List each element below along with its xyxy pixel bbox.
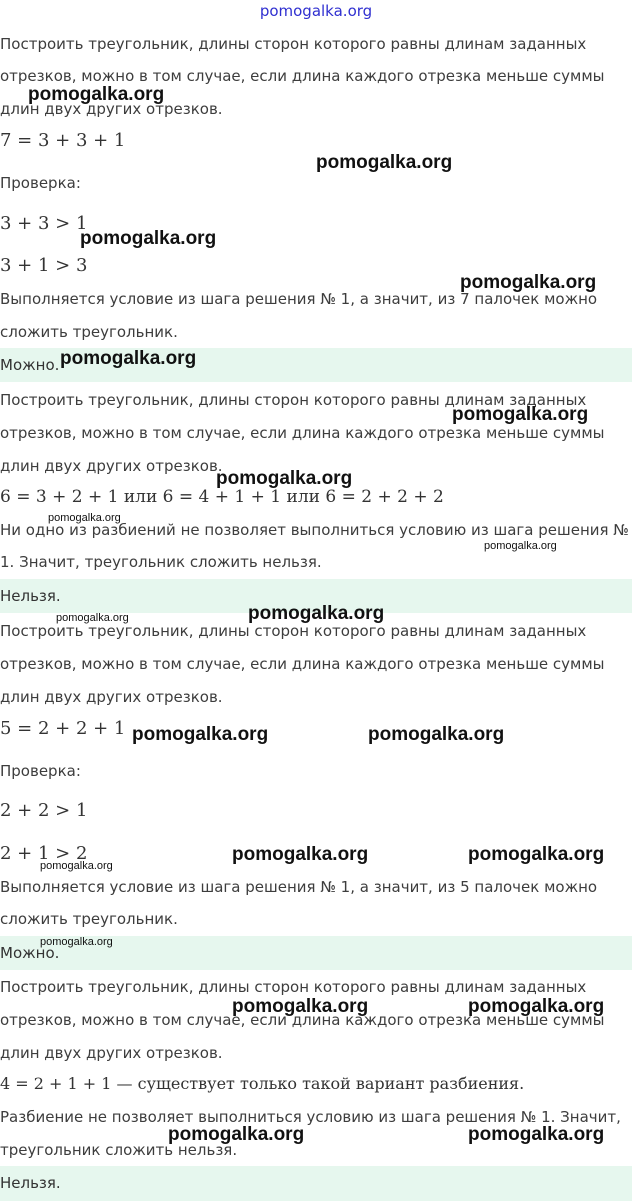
answer-text: Можно.: [0, 356, 60, 374]
watermark: pomogalka.org: [216, 468, 353, 489]
rule-line-2: отрезков, можно в том случае, если длина каждого отрезка меньше суммы: [0, 67, 605, 85]
rule-line-2: отрезков, можно в том случае, если длина каждого отрезка меньше суммы: [0, 424, 605, 442]
watermark: pomogalka.org: [248, 603, 385, 624]
check-2: 2 + 1 > 2: [0, 843, 88, 864]
watermark: pomogalka.org: [232, 844, 369, 865]
answer-box: [0, 1166, 632, 1201]
rule-line-3: длин двух других отрезков.: [0, 100, 223, 118]
watermark: pomogalka.org: [168, 1124, 305, 1145]
watermark: pomogalka.org: [368, 724, 505, 745]
rule-line-1: Построить треугольник, длины сторон которого равны длинам заданных: [0, 622, 587, 640]
conclusion-line-1: Разбиение не позволяет выполниться условию из шага решения № 1. Значит,: [0, 1108, 621, 1126]
watermark: pomogalka.org: [48, 512, 121, 524]
conclusion-line-1: Выполняется условие из шага решения № 1, а значит, из 5 палочек можно: [0, 878, 598, 896]
conclusion-line-2: треугольник сложить нельзя.: [0, 1141, 238, 1159]
watermark: pomogalka.org: [460, 272, 597, 293]
watermark: pomogalka.org: [132, 724, 269, 745]
site-header[interactable]: pomogalka.org: [259, 2, 373, 20]
check-1: 3 + 3 > 1: [0, 213, 88, 234]
check-label: Проверка:: [0, 762, 81, 780]
conclusion-line-1: Выполняется условие из шага решения № 1, а значит, из 7 палочек можно: [0, 290, 598, 308]
rule-line-1: Построить треугольник, длины сторон которого равны длинам заданных: [0, 35, 587, 53]
watermark: pomogalka.org: [468, 844, 605, 865]
watermark: pomogalka.org: [40, 936, 113, 948]
answer-text: Нельзя.: [0, 587, 61, 605]
rule-line-1: Построить треугольник, длины сторон которого равны длинам заданных: [0, 391, 587, 409]
watermark: pomogalka.org: [484, 540, 557, 552]
check-2: 3 + 1 > 3: [0, 255, 88, 276]
watermark: pomogalka.org: [232, 996, 369, 1017]
watermark: pomogalka.org: [80, 228, 217, 249]
check-label: Проверка:: [0, 174, 81, 192]
conclusion-line-2: сложить треугольник.: [0, 323, 178, 341]
conclusion-line-2: 1. Значит, треугольник сложить нельзя.: [0, 553, 322, 571]
rule-line-3: длин двух других отрезков.: [0, 688, 223, 706]
rule-line-3: длин двух других отрезков.: [0, 457, 223, 475]
watermark: pomogalka.org: [60, 348, 197, 369]
rule-line-1: Построить треугольник, длины сторон которого равны длинам заданных: [0, 978, 587, 996]
watermark: pomogalka.org: [468, 1124, 605, 1145]
watermark: pomogalka.org: [468, 996, 605, 1017]
equation: 5 = 2 + 2 + 1: [0, 718, 126, 739]
conclusion-line-1: Ни одно из разбиений не позволяет выполниться условию из шага решения №: [0, 521, 629, 539]
rule-line-3: длин двух других отрезков.: [0, 1044, 223, 1062]
equation: 7 = 3 + 3 + 1: [0, 130, 126, 151]
watermark: pomogalka.org: [40, 860, 113, 872]
conclusion-line-2: сложить треугольник.: [0, 910, 178, 928]
watermark: pomogalka.org: [56, 612, 129, 624]
rule-line-2: отрезков, можно в том случае, если длина каждого отрезка меньше суммы: [0, 1011, 605, 1029]
rule-line-2: отрезков, можно в том случае, если длина каждого отрезка меньше суммы: [0, 655, 605, 673]
equation: 4 = 2 + 1 + 1 — существует только такой вариант разбиения.: [0, 1074, 525, 1093]
answer-text: Можно.: [0, 944, 60, 962]
check-1: 2 + 2 > 1: [0, 800, 88, 821]
equation: 6 = 3 + 2 + 1 или 6 = 4 + 1 + 1 или 6 = 2 + 2 + 2: [0, 487, 444, 507]
watermark: pomogalka.org: [316, 152, 453, 173]
watermark: pomogalka.org: [452, 404, 589, 425]
watermark: pomogalka.org: [28, 84, 165, 105]
answer-text: Нельзя.: [0, 1174, 61, 1192]
